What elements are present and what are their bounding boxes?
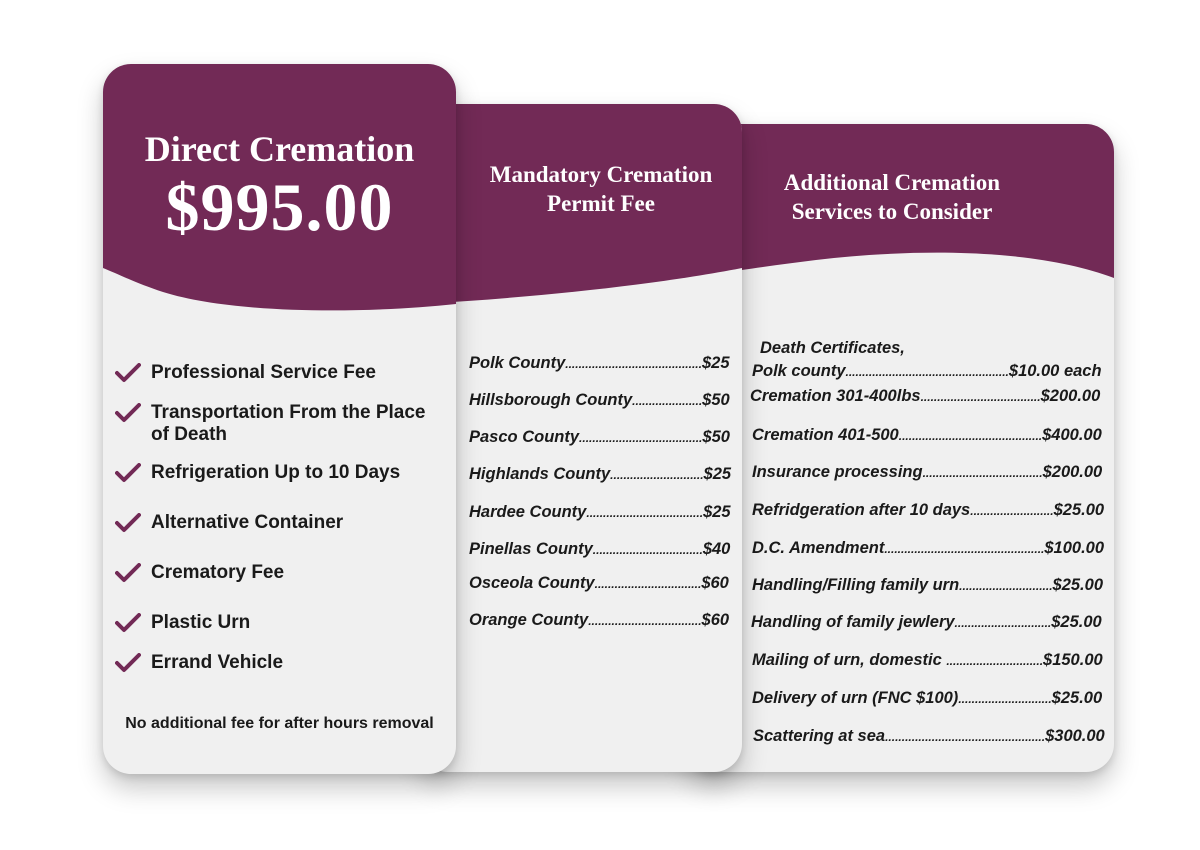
dot-leader: ............................. (954, 616, 1052, 630)
service-fee-row-price: $100.00 (1044, 539, 1105, 557)
included-item (115, 462, 456, 484)
included-item-label: Refrigeration Up to 10 Days (151, 462, 401, 483)
dot-leader: ........................................... (898, 429, 1043, 443)
additional-services-title: Additional Cremation Services to Consider (783, 170, 1001, 224)
dot-leader: ............................ (959, 579, 1053, 593)
service-fee-row (752, 501, 1104, 520)
service-fee-row (752, 651, 1103, 670)
dot-leader: .................................... (920, 390, 1041, 404)
county-fee-row (469, 611, 729, 630)
county-fee-row-name: Hardee County (469, 503, 587, 521)
direct-cremation-card (103, 64, 456, 774)
service-fee-row (752, 576, 1103, 595)
service-fee-row-price: $25.00 (1053, 501, 1105, 519)
permit-fee-card (420, 104, 742, 772)
dot-leader: ................................................ (884, 542, 1045, 556)
check-icon (115, 403, 141, 423)
service-fee-row-price: $25.00 (1051, 689, 1103, 707)
service-fee-row-name: Delivery of urn (FNC $100) (752, 689, 959, 707)
direct-cremation-price: $995.00 (165, 169, 394, 245)
service-fee-row-price: $25.00 (1051, 613, 1102, 631)
included-item-label: Transportation From the Place of Death (151, 402, 426, 445)
included-item (115, 612, 451, 634)
county-fee-row-price: $50 (702, 428, 730, 446)
dot-leader: ......................... (970, 504, 1054, 518)
check-icon (115, 563, 141, 583)
county-fee-row (469, 540, 730, 559)
included-item-label: Plastic Urn (151, 612, 251, 633)
check-icon (115, 653, 141, 673)
service-fee-row-price: $200.00 (1040, 387, 1101, 405)
included-item (115, 562, 451, 584)
included-item-label: Crematory Fee (151, 562, 285, 583)
county-fee-row-price: $25 (703, 503, 731, 521)
permit-fee-title: Mandatory Cremation Permit Fee (489, 162, 713, 216)
county-fee-row (469, 391, 730, 410)
included-item-label: Professional Service Fee (151, 362, 376, 383)
after-hours-note: No additional fee for after hours removal (125, 715, 434, 732)
county-fee-row (469, 465, 731, 484)
service-fee-row-name: Polk county (752, 362, 846, 380)
check-icon (115, 363, 141, 383)
direct-cremation-title: Direct Cremation (144, 129, 415, 169)
service-fee-row-name: Insurance processing (752, 463, 923, 481)
dot-leader: ..................... (632, 394, 703, 408)
dot-leader: ............................ (958, 692, 1052, 706)
service-fee-row-price: $25.00 (1052, 576, 1103, 594)
service-fee-row (753, 727, 1105, 746)
service-fee-row-name: Scattering at sea (753, 727, 886, 745)
county-fee-row (469, 503, 731, 522)
dot-leader: ............................ (610, 468, 704, 482)
service-fee-row-name: Cremation 401-500 (752, 426, 899, 444)
dot-leader: .................................... (922, 466, 1043, 480)
service-fee-row (751, 613, 1102, 632)
county-fee-row-name: Hillsborough County (469, 391, 633, 409)
service-fee-row-price: $10.00 each (1008, 362, 1102, 380)
service-fee-row (752, 689, 1102, 708)
check-icon (115, 513, 141, 533)
dot-leader: ................................................. (845, 365, 1009, 379)
service-fee-row-name: Mailing of urn, domestic (752, 651, 947, 669)
county-fee-row-name: Pinellas County (469, 540, 593, 558)
county-fee-row-price: $50 (702, 391, 730, 409)
included-item-label: Alternative Container (151, 512, 344, 533)
service-fee-row (752, 539, 1104, 558)
service-fee-row (752, 463, 1102, 482)
included-item (115, 652, 451, 674)
county-fee-row-name: Polk County (469, 354, 566, 372)
service-fee-row-name: D.C. Amendment (752, 539, 885, 557)
dot-leader: .................................. (588, 614, 702, 628)
dot-leader: ..................................... (579, 431, 703, 445)
dot-leader: ................................................ (885, 730, 1046, 744)
service-fee-row-name: Handling/Filling family urn (752, 576, 960, 594)
included-item-label: Errand Vehicle (151, 652, 284, 673)
county-fee-row-price: $60 (701, 574, 729, 592)
county-fee-row-name: Osceola County (469, 574, 595, 592)
county-fee-row (469, 428, 730, 447)
county-fee-row-name: Highlands County (469, 465, 611, 483)
county-fee-row-price: $60 (701, 611, 730, 629)
death-certificates-label: Death Certificates, (760, 339, 905, 357)
check-icon (115, 463, 141, 483)
service-fee-row (750, 387, 1100, 406)
county-fee-row-price: $40 (702, 540, 731, 558)
dot-leader: ................................ (594, 577, 702, 591)
dot-leader: ............................. (946, 654, 1044, 668)
service-fee-row (752, 362, 1102, 381)
service-fee-row-name: Refridgeration after 10 days (752, 501, 971, 519)
county-fee-row-name: Pasco County (469, 428, 580, 446)
additional-services-card (686, 124, 1114, 772)
dot-leader: ................................. (592, 543, 703, 557)
county-fee-row-price: $25 (703, 465, 732, 483)
county-fee-row (469, 354, 730, 373)
service-fee-row-name: Cremation 301-400lbs (750, 387, 921, 405)
service-fee-row-price: $400.00 (1042, 426, 1102, 444)
county-fee-row (469, 574, 729, 593)
service-fee-row-price: $300.00 (1045, 727, 1105, 745)
dot-leader: ................................... (586, 506, 704, 520)
service-fee-row-name: Handling of family jewlery (751, 613, 955, 631)
included-item (115, 512, 451, 534)
county-fee-row-price: $25 (701, 354, 730, 372)
included-item (115, 362, 451, 384)
included-item (115, 402, 431, 446)
service-fee-row-price: $200.00 (1042, 463, 1103, 481)
check-icon (115, 613, 141, 633)
service-fee-row-price: $150.00 (1043, 651, 1103, 669)
county-fee-row-name: Orange County (469, 611, 589, 629)
service-fee-row (752, 426, 1102, 445)
dot-leader: ......................................... (565, 357, 702, 371)
